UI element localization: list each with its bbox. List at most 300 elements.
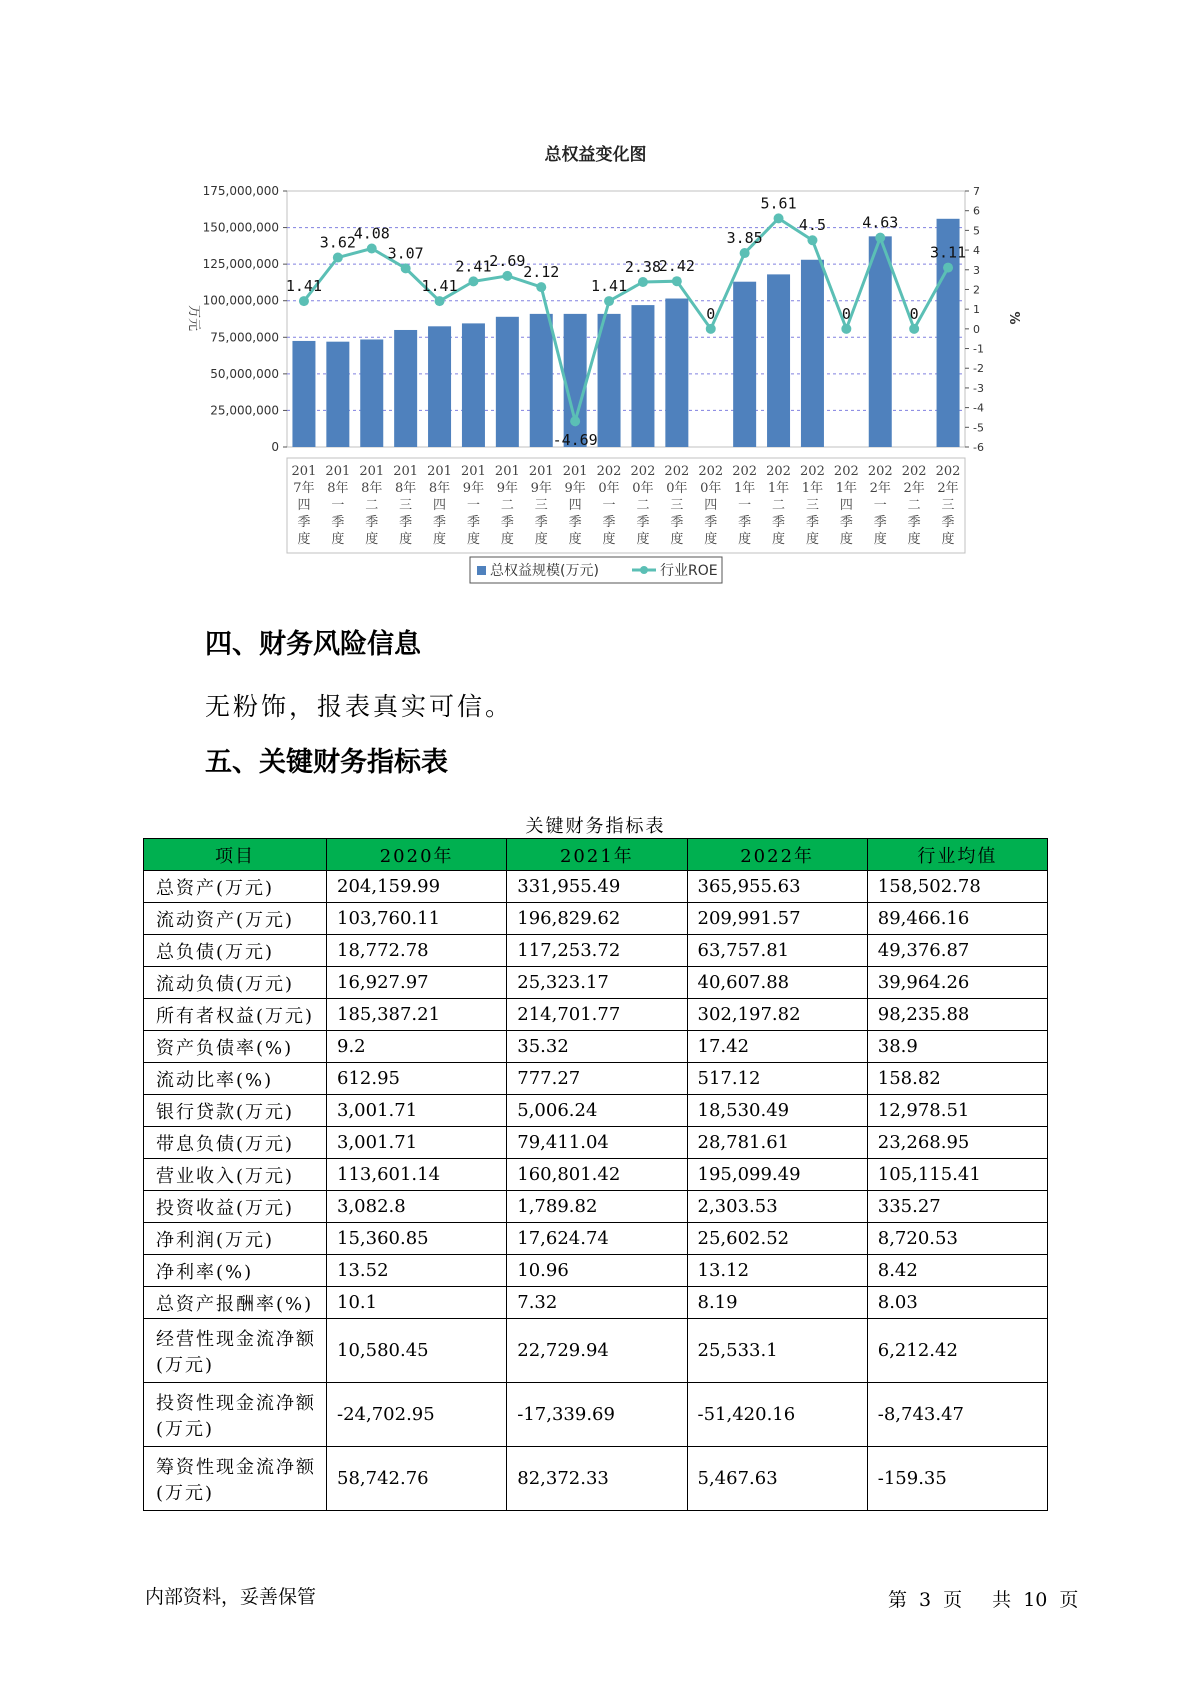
y2-tick-label: -6 bbox=[973, 441, 984, 454]
x-tick-label: 201 bbox=[562, 464, 588, 479]
table-header-cell: 2022年 bbox=[687, 839, 867, 871]
legend-bar-label: 总权益规模(万元) bbox=[490, 563, 599, 579]
x-tick-label: 度 bbox=[602, 532, 616, 547]
roe-data-label: 2.42 bbox=[658, 257, 695, 276]
x-tick-label: 二 bbox=[907, 498, 921, 513]
y2-tick-label: 3 bbox=[973, 263, 980, 277]
risk-text: 无粉饰，报表真实可信。 bbox=[205, 692, 514, 721]
roe-data-label: 2.12 bbox=[523, 263, 560, 282]
y2-tick-label: 7 bbox=[973, 185, 980, 198]
roe-data-label: 1.41 bbox=[285, 277, 323, 296]
legend-line-marker bbox=[640, 566, 648, 574]
roe-point bbox=[740, 248, 750, 258]
table-cell: 10.96 bbox=[507, 1255, 687, 1287]
table-cell: 302,197.82 bbox=[687, 999, 867, 1031]
roe-data-label: 1.41 bbox=[590, 277, 628, 296]
bar bbox=[801, 260, 824, 447]
roe-point bbox=[536, 282, 546, 292]
y-tick-label: 100,000,000 bbox=[202, 293, 279, 308]
x-tick-label: 202 bbox=[664, 464, 690, 479]
table-cell: 13.52 bbox=[327, 1255, 507, 1287]
roe-point bbox=[807, 235, 817, 245]
table-cell: 9.2 bbox=[327, 1031, 507, 1063]
roe-data-label: 3.11 bbox=[929, 243, 967, 262]
y2-tick-label: -4 bbox=[973, 401, 984, 415]
x-tick-label: 三 bbox=[399, 498, 413, 513]
table-row bbox=[144, 1159, 1048, 1191]
roe-point bbox=[706, 324, 716, 334]
x-tick-label: 1年 bbox=[734, 481, 756, 496]
roe-data-label: 4.08 bbox=[353, 224, 390, 243]
x-tick-label: 202 bbox=[867, 464, 893, 479]
table-cell: 5,006.24 bbox=[507, 1095, 687, 1127]
bar bbox=[394, 330, 417, 447]
x-tick-label: 季 bbox=[399, 515, 413, 530]
x-tick-label: 9年 bbox=[462, 481, 485, 496]
x-tick-label: 季 bbox=[568, 515, 582, 530]
x-tick-label: 201 bbox=[461, 464, 486, 479]
x-tick-label: 四 bbox=[568, 498, 582, 513]
roe-data-label: 2.69 bbox=[489, 251, 526, 270]
table-cell: 25,533.1 bbox=[687, 1319, 867, 1383]
row-label: 投资性现金流净额(万元) bbox=[144, 1383, 327, 1447]
x-tick-label: 三 bbox=[805, 498, 819, 513]
table-header-cell: 项目 bbox=[144, 839, 327, 871]
x-tick-label: 度 bbox=[399, 532, 413, 547]
x-tick-label: 一 bbox=[873, 498, 887, 513]
x-tick-label: 季 bbox=[602, 515, 616, 530]
x-tick-label: 8年 bbox=[395, 481, 417, 496]
bar bbox=[462, 323, 485, 447]
x-tick-label: 2年 bbox=[903, 481, 925, 496]
x-tick-label: 度 bbox=[670, 532, 684, 547]
x-tick-label: 0年 bbox=[700, 481, 722, 496]
table-cell: 7.32 bbox=[507, 1287, 687, 1319]
table-cell: 15,360.85 bbox=[327, 1223, 507, 1255]
roe-point bbox=[570, 416, 580, 426]
table-cell: 40,607.88 bbox=[687, 967, 867, 999]
roe-point bbox=[401, 263, 411, 273]
x-tick-label: 季 bbox=[534, 515, 548, 530]
roe-point bbox=[774, 213, 784, 223]
table-cell: 22,729.94 bbox=[507, 1319, 687, 1383]
x-tick-label: 度 bbox=[331, 532, 345, 547]
table-cell: 23,268.95 bbox=[867, 1127, 1047, 1159]
page-unit: 页 bbox=[943, 1589, 963, 1611]
y2-tick-label: -3 bbox=[973, 381, 984, 395]
x-tick-label: 202 bbox=[732, 464, 758, 479]
table-cell: 195,099.49 bbox=[687, 1159, 867, 1191]
table-cell: 17,624.74 bbox=[507, 1223, 687, 1255]
y2-tick-label: -1 bbox=[973, 342, 984, 356]
x-tick-label: 度 bbox=[433, 532, 447, 547]
x-tick-label: 度 bbox=[941, 532, 955, 547]
bar bbox=[665, 299, 688, 447]
row-label: 营业收入(万元) bbox=[144, 1159, 327, 1191]
bar bbox=[631, 305, 654, 447]
table-row bbox=[144, 1447, 1048, 1511]
x-tick-label: 季 bbox=[636, 515, 650, 530]
y2-tick-label: 5 bbox=[973, 224, 980, 238]
roe-data-label: 5.61 bbox=[760, 194, 797, 213]
table-cell: 89,466.16 bbox=[867, 903, 1047, 935]
table-cell: 38.9 bbox=[867, 1031, 1047, 1063]
bar bbox=[326, 342, 349, 447]
table-cell: 8.19 bbox=[687, 1287, 867, 1319]
table-cell: 39,964.26 bbox=[867, 967, 1047, 999]
row-label: 筹资性现金流净额(万元) bbox=[144, 1447, 327, 1511]
x-tick-label: 202 bbox=[800, 464, 825, 479]
x-tick-label: 202 bbox=[630, 464, 656, 479]
table-row bbox=[144, 871, 1048, 903]
table-cell: 158,502.78 bbox=[867, 871, 1047, 903]
table-cell: 10,580.45 bbox=[327, 1319, 507, 1383]
x-tick-label: 202 bbox=[698, 464, 724, 479]
y2-tick-label: 0 bbox=[973, 322, 980, 336]
table-cell: 18,530.49 bbox=[687, 1095, 867, 1127]
y-tick-label: 0 bbox=[271, 440, 279, 454]
x-tick-label: 季 bbox=[704, 515, 718, 530]
table-cell: -159.35 bbox=[867, 1447, 1047, 1511]
table-cell: 204,159.99 bbox=[327, 871, 507, 903]
table-cell: 8.03 bbox=[867, 1287, 1047, 1319]
x-tick-label: 季 bbox=[907, 515, 921, 530]
table-cell: 79,411.04 bbox=[507, 1127, 687, 1159]
roe-data-label: 0 bbox=[841, 304, 851, 323]
y2-tick-label: 2 bbox=[973, 283, 980, 297]
x-tick-label: 季 bbox=[738, 515, 752, 530]
x-tick-label: 9年 bbox=[530, 481, 552, 496]
x-tick-label: 季 bbox=[331, 515, 345, 530]
x-tick-label: 四 bbox=[839, 498, 853, 513]
y2-axis-title: % bbox=[1006, 311, 1021, 325]
x-tick-label: 度 bbox=[805, 532, 819, 547]
table-cell: 331,955.49 bbox=[507, 871, 687, 903]
x-tick-label: 度 bbox=[907, 532, 921, 547]
row-label: 总负债(万元) bbox=[144, 935, 327, 967]
table-cell: 209,991.57 bbox=[687, 903, 867, 935]
table-cell: 335.27 bbox=[867, 1191, 1047, 1223]
x-tick-label: 201 bbox=[291, 464, 317, 479]
roe-point bbox=[299, 296, 309, 306]
y-tick-label: 125,000,000 bbox=[202, 257, 279, 272]
x-tick-label: 201 bbox=[528, 464, 554, 479]
x-tick-label: 二 bbox=[636, 498, 650, 513]
x-tick-label: 度 bbox=[738, 532, 752, 547]
x-tick-label: 201 bbox=[393, 464, 419, 479]
x-tick-label: 1年 bbox=[767, 481, 790, 496]
y2-tick-label: 6 bbox=[973, 204, 980, 218]
equity-chart bbox=[0, 0, 1191, 600]
row-label: 投资收益(万元) bbox=[144, 1191, 327, 1223]
roe-point bbox=[435, 296, 445, 306]
roe-point bbox=[841, 324, 851, 334]
table-cell: 214,701.77 bbox=[507, 999, 687, 1031]
x-tick-label: 8年 bbox=[361, 481, 383, 496]
y2-tick-label: -5 bbox=[973, 421, 984, 435]
table-cell: 160,801.42 bbox=[507, 1159, 687, 1191]
x-tick-label: 一 bbox=[602, 498, 616, 513]
x-tick-label: 度 bbox=[500, 532, 514, 547]
table-cell: 113,601.14 bbox=[327, 1159, 507, 1191]
table-row bbox=[144, 1383, 1048, 1447]
table-cell: 13.12 bbox=[687, 1255, 867, 1287]
bar bbox=[767, 274, 790, 447]
x-tick-label: 202 bbox=[833, 464, 859, 479]
x-tick-label: 季 bbox=[365, 515, 379, 530]
y-tick-label: 50,000,000 bbox=[210, 366, 279, 381]
x-tick-label: 四 bbox=[704, 498, 718, 513]
x-tick-label: 202 bbox=[935, 464, 961, 479]
table-cell: 365,955.63 bbox=[687, 871, 867, 903]
table-caption: 关键财务指标表 bbox=[525, 816, 666, 837]
x-tick-label: 度 bbox=[297, 532, 311, 547]
table-row bbox=[144, 1191, 1048, 1223]
roe-point bbox=[367, 244, 377, 254]
x-tick-label: 二 bbox=[365, 498, 379, 513]
table-row bbox=[144, 935, 1048, 967]
table-cell: 612.95 bbox=[327, 1063, 507, 1095]
x-tick-label: 一 bbox=[738, 498, 752, 513]
table-header-row bbox=[144, 839, 1048, 871]
row-label: 流动负债(万元) bbox=[144, 967, 327, 999]
table-cell: 16,927.97 bbox=[327, 967, 507, 999]
table-cell: 63,757.81 bbox=[687, 935, 867, 967]
table-row bbox=[144, 1255, 1048, 1287]
table-cell: 10.1 bbox=[327, 1287, 507, 1319]
row-label: 带息负债(万元) bbox=[144, 1127, 327, 1159]
y2-tick-label: 4 bbox=[973, 244, 980, 258]
table-header-cell: 行业均值 bbox=[867, 839, 1047, 871]
x-tick-label: 二 bbox=[500, 498, 514, 513]
table-row bbox=[144, 1223, 1048, 1255]
table-cell: 117,253.72 bbox=[507, 935, 687, 967]
x-tick-label: 季 bbox=[433, 515, 447, 530]
x-tick-label: 一 bbox=[331, 498, 345, 513]
row-label: 总资产报酬率(%) bbox=[144, 1287, 327, 1319]
bar bbox=[564, 314, 587, 447]
x-tick-label: 季 bbox=[772, 515, 786, 530]
row-label: 净利率(%) bbox=[144, 1255, 327, 1287]
table-cell: -17,339.69 bbox=[507, 1383, 687, 1447]
x-tick-label: 季 bbox=[670, 515, 684, 530]
roe-data-label: 3.62 bbox=[319, 233, 356, 252]
table-cell: 196,829.62 bbox=[507, 903, 687, 935]
row-label: 流动资产(万元) bbox=[144, 903, 327, 935]
table-cell: 3,082.8 bbox=[327, 1191, 507, 1223]
table-row bbox=[144, 1127, 1048, 1159]
bar bbox=[292, 341, 315, 447]
x-tick-label: 季 bbox=[500, 515, 514, 530]
bar bbox=[360, 339, 383, 447]
x-tick-label: 三 bbox=[670, 498, 684, 513]
table-cell: 158.82 bbox=[867, 1063, 1047, 1095]
x-tick-label: 一 bbox=[466, 498, 480, 513]
roe-point bbox=[468, 276, 478, 286]
x-tick-label: 季 bbox=[839, 515, 853, 530]
x-tick-label: 2年 bbox=[937, 481, 959, 496]
total-unit: 页 bbox=[1059, 1589, 1079, 1611]
y2-tick-label: -2 bbox=[973, 362, 984, 376]
roe-point bbox=[909, 324, 919, 334]
key-financials-table bbox=[143, 838, 1048, 1511]
legend-bar-swatch bbox=[477, 566, 486, 575]
roe-data-label: 4.63 bbox=[862, 213, 899, 232]
table-cell: 517.12 bbox=[687, 1063, 867, 1095]
x-label-frame bbox=[287, 458, 965, 553]
table-cell: 25,602.52 bbox=[687, 1223, 867, 1255]
x-tick-label: 8年 bbox=[428, 481, 451, 496]
roe-point bbox=[875, 233, 885, 243]
roe-point bbox=[502, 271, 512, 281]
roe-data-label: 2.38 bbox=[624, 257, 662, 276]
y2-tick-label: 1 bbox=[973, 303, 980, 317]
page-number: 3 bbox=[919, 1589, 932, 1611]
x-tick-label: 0年 bbox=[598, 481, 620, 496]
y-tick-label: 150,000,000 bbox=[202, 220, 279, 235]
x-tick-label: 度 bbox=[568, 532, 582, 547]
x-tick-label: 季 bbox=[941, 515, 955, 530]
x-tick-label: 度 bbox=[534, 532, 548, 547]
x-tick-label: 0年 bbox=[632, 481, 654, 496]
risk-heading: 四、财务风险信息 bbox=[205, 629, 421, 660]
footer-page-info bbox=[882, 1585, 1084, 1612]
roe-data-label: 4.5 bbox=[798, 216, 826, 235]
bar bbox=[428, 326, 451, 447]
table-cell: 8,720.53 bbox=[867, 1223, 1047, 1255]
bar bbox=[530, 314, 553, 447]
row-label: 净利润(万元) bbox=[144, 1223, 327, 1255]
table-cell: -8,743.47 bbox=[867, 1383, 1047, 1447]
table-cell: 5,467.63 bbox=[687, 1447, 867, 1511]
x-tick-label: 9年 bbox=[496, 481, 518, 496]
bar bbox=[869, 236, 892, 447]
table-cell: 12,978.51 bbox=[867, 1095, 1047, 1127]
table-cell: 103,760.11 bbox=[327, 903, 507, 935]
x-tick-label: 季 bbox=[873, 515, 887, 530]
x-tick-label: 度 bbox=[839, 532, 853, 547]
x-tick-label: 201 bbox=[325, 464, 351, 479]
x-tick-label: 四 bbox=[297, 498, 311, 513]
row-label: 所有者权益(万元) bbox=[144, 999, 327, 1031]
x-tick-label: 季 bbox=[805, 515, 819, 530]
roe-data-label: 3.85 bbox=[726, 229, 763, 248]
x-tick-label: 202 bbox=[596, 464, 622, 479]
y-tick-label: 75,000,000 bbox=[210, 330, 279, 345]
table-header-cell: 2021年 bbox=[507, 839, 687, 871]
table-cell: 3,001.71 bbox=[327, 1095, 507, 1127]
x-tick-label: 8年 bbox=[327, 481, 349, 496]
roe-data-label: 0 bbox=[909, 304, 919, 323]
table-cell: 58,742.76 bbox=[327, 1447, 507, 1511]
table-cell: 3,001.71 bbox=[327, 1127, 507, 1159]
table-cell: 777.27 bbox=[507, 1063, 687, 1095]
x-tick-label: 9年 bbox=[564, 481, 586, 496]
x-tick-label: 202 bbox=[766, 464, 791, 479]
roe-point bbox=[333, 253, 343, 263]
x-tick-label: 季 bbox=[297, 515, 311, 530]
x-tick-label: 201 bbox=[494, 464, 520, 479]
table-cell: 185,387.21 bbox=[327, 999, 507, 1031]
x-tick-label: 度 bbox=[873, 532, 887, 547]
x-tick-label: 7年 bbox=[293, 481, 315, 496]
x-tick-label: 度 bbox=[365, 532, 379, 547]
table-row bbox=[144, 1095, 1048, 1127]
row-label: 银行贷款(万元) bbox=[144, 1095, 327, 1127]
x-tick-label: 2年 bbox=[869, 481, 891, 496]
x-tick-label: 1年 bbox=[835, 481, 857, 496]
x-tick-label: 201 bbox=[427, 464, 452, 479]
table-cell: 35.32 bbox=[507, 1031, 687, 1063]
roe-point bbox=[943, 263, 953, 273]
table-cell: 105,115.41 bbox=[867, 1159, 1047, 1191]
bar bbox=[496, 317, 519, 447]
x-tick-label: 202 bbox=[901, 464, 927, 479]
x-tick-label: 三 bbox=[941, 498, 955, 513]
table-cell: 49,376.87 bbox=[867, 935, 1047, 967]
x-tick-label: 201 bbox=[359, 464, 385, 479]
table-cell: 98,235.88 bbox=[867, 999, 1047, 1031]
table-row bbox=[144, 1063, 1048, 1095]
roe-point bbox=[604, 296, 614, 306]
table-cell: 1,789.82 bbox=[507, 1191, 687, 1223]
y-axis-title: 万元 bbox=[186, 304, 201, 332]
roe-data-label: 3.07 bbox=[387, 244, 424, 263]
table-cell: 18,772.78 bbox=[327, 935, 507, 967]
table-cell: 17.42 bbox=[687, 1031, 867, 1063]
table-cell: 8.42 bbox=[867, 1255, 1047, 1287]
roe-data-label: 1.41 bbox=[421, 277, 458, 296]
table-row bbox=[144, 967, 1048, 999]
row-label: 流动比率(%) bbox=[144, 1063, 327, 1095]
total-prefix: 共 bbox=[992, 1589, 1012, 1611]
x-tick-label: 度 bbox=[466, 532, 480, 547]
legend-line-label: 行业ROE bbox=[660, 563, 718, 579]
table-row bbox=[144, 1287, 1048, 1319]
x-tick-label: 度 bbox=[772, 532, 786, 547]
total-pages: 10 bbox=[1023, 1589, 1048, 1611]
table-cell: 28,781.61 bbox=[687, 1127, 867, 1159]
page-prefix: 第 bbox=[888, 1589, 908, 1611]
table-row bbox=[144, 1319, 1048, 1383]
y-tick-label: 25,000,000 bbox=[210, 403, 279, 418]
table-cell: 2,303.53 bbox=[687, 1191, 867, 1223]
chart-title: 总权益变化图 bbox=[544, 145, 647, 165]
roe-data-label: 2.41 bbox=[455, 257, 492, 276]
table-header-cell: 2020年 bbox=[327, 839, 507, 871]
row-label: 经营性现金流净额(万元) bbox=[144, 1319, 327, 1383]
table-row bbox=[144, 1031, 1048, 1063]
x-tick-label: 三 bbox=[534, 498, 548, 513]
x-tick-label: 度 bbox=[704, 532, 718, 547]
y-tick-label: 175,000,000 bbox=[202, 184, 279, 198]
footer-confidential: 内部资料，妥善保管 bbox=[145, 1586, 317, 1608]
x-tick-label: 二 bbox=[772, 498, 786, 513]
row-label: 总资产(万元) bbox=[144, 871, 327, 903]
table-row bbox=[144, 903, 1048, 935]
roe-point bbox=[672, 276, 682, 286]
table-row bbox=[144, 999, 1048, 1031]
x-tick-label: 度 bbox=[636, 532, 650, 547]
table-heading: 五、关键财务指标表 bbox=[205, 747, 448, 778]
table-cell: -24,702.95 bbox=[327, 1383, 507, 1447]
roe-data-label: 0 bbox=[706, 304, 716, 323]
table-cell: 82,372.33 bbox=[507, 1447, 687, 1511]
table-cell: 6,212.42 bbox=[867, 1319, 1047, 1383]
x-tick-label: 季 bbox=[466, 515, 480, 530]
bar bbox=[733, 282, 756, 447]
x-tick-label: 四 bbox=[433, 498, 447, 513]
